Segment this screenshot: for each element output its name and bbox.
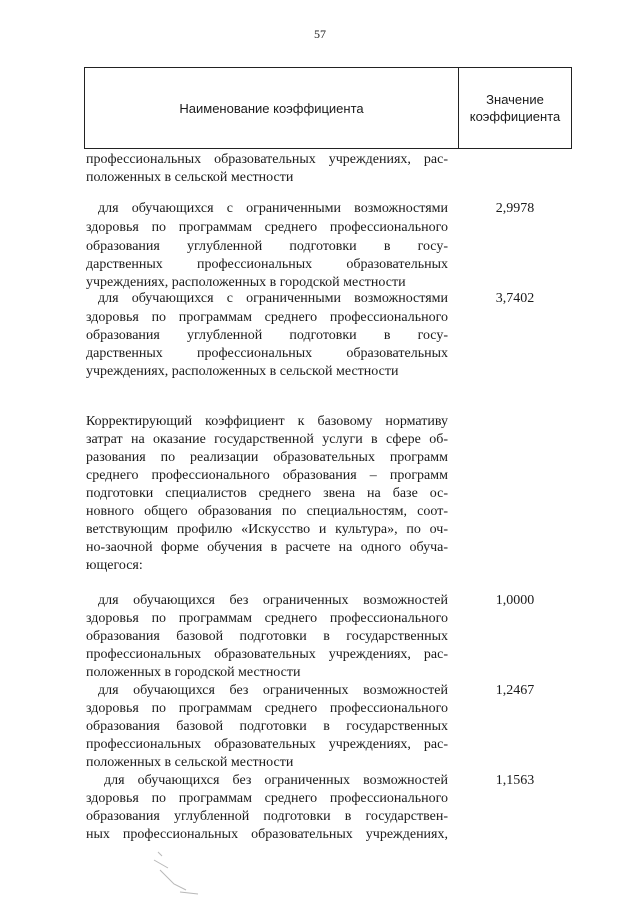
text-line: образования углубленной подготовки в государствен- <box>86 809 448 824</box>
text-line: новного общего образования по специальностям, соот- <box>86 504 448 519</box>
text-line: профессиональных образовательных учреждениях, рас- <box>86 647 448 662</box>
header-name-column: Наименование коэффициента <box>179 100 364 116</box>
text-line: для обучающихся с ограниченными возможностями <box>98 291 448 306</box>
text-line: для обучающихся с ограниченными возможностями <box>98 201 448 216</box>
scan-mark <box>140 848 210 898</box>
text-line: но-заочной форме обучения в расчете на одного обуча- <box>86 540 448 555</box>
text-line: дарственных профессиональных образовательных <box>86 257 448 272</box>
text-line: здоровья по программам среднего профессионального <box>86 701 448 716</box>
text-line: ных профессиональных образовательных учреждениях, <box>86 827 448 842</box>
text-line: здоровья по программам среднего профессионального <box>86 791 448 806</box>
text-line: ветствующим профилю «Искусство и культура», по оч- <box>86 522 448 537</box>
coefficient-value: 2,9978 <box>495 201 535 216</box>
text-line: положенных в сельской местности <box>86 755 294 770</box>
text-line: здоровья по программам среднего профессионального <box>86 310 448 325</box>
text-line: ющегося: <box>86 558 143 573</box>
text-line: положенных в городской местности <box>86 665 301 680</box>
text-line: для обучающихся без ограниченных возможностей <box>104 773 448 788</box>
text-line: учреждениях, расположенных в сельской местности <box>86 364 399 379</box>
text-line: среднего профессионального образования – программ <box>86 468 448 483</box>
text-line: здоровья по программам среднего профессионального <box>86 220 448 235</box>
text-line: дарственных профессиональных образовательных <box>86 346 448 361</box>
text-line: профессиональных образовательных учреждениях, рас- <box>86 152 448 167</box>
text-line: образования базовой подготовки в государственных <box>86 629 448 644</box>
text-line: подготовки специалистов среднего звена на базе ос- <box>86 486 448 501</box>
text-line: здоровья по программам среднего профессионального <box>86 611 448 626</box>
coefficient-value: 1,2467 <box>495 683 535 698</box>
text-line: образования углубленной подготовки в госу- <box>86 328 448 343</box>
text-line: для обучающихся без ограниченных возможностей <box>98 683 448 698</box>
header-value-line2: коэффициента <box>469 109 561 124</box>
text-line: затрат на оказание государственной услуги в сфере об- <box>86 432 448 447</box>
text-line: учреждениях, расположенных в городской местности <box>86 275 406 290</box>
table-header <box>84 67 572 149</box>
header-value-column <box>459 68 571 148</box>
text-line: профессиональных образовательных учреждениях, рас- <box>86 737 448 752</box>
text-line: разования по реализации образовательных программ <box>86 450 448 465</box>
coefficient-value: 1,1563 <box>495 773 535 788</box>
header-value-line1: Значение <box>486 92 544 107</box>
coefficient-value: 3,7402 <box>495 291 535 306</box>
coefficient-value: 1,0000 <box>495 593 535 608</box>
text-line: образования углубленной подготовки в госу- <box>86 239 448 254</box>
text-line: образования базовой подготовки в государственных <box>86 719 448 734</box>
text-line: Корректирующий коэффициент к базовому нормативу <box>86 414 448 429</box>
text-line: для обучающихся без ограниченных возможностей <box>98 593 448 608</box>
page-number: 57 <box>314 27 326 41</box>
text-line: положенных в сельской местности <box>86 170 294 185</box>
